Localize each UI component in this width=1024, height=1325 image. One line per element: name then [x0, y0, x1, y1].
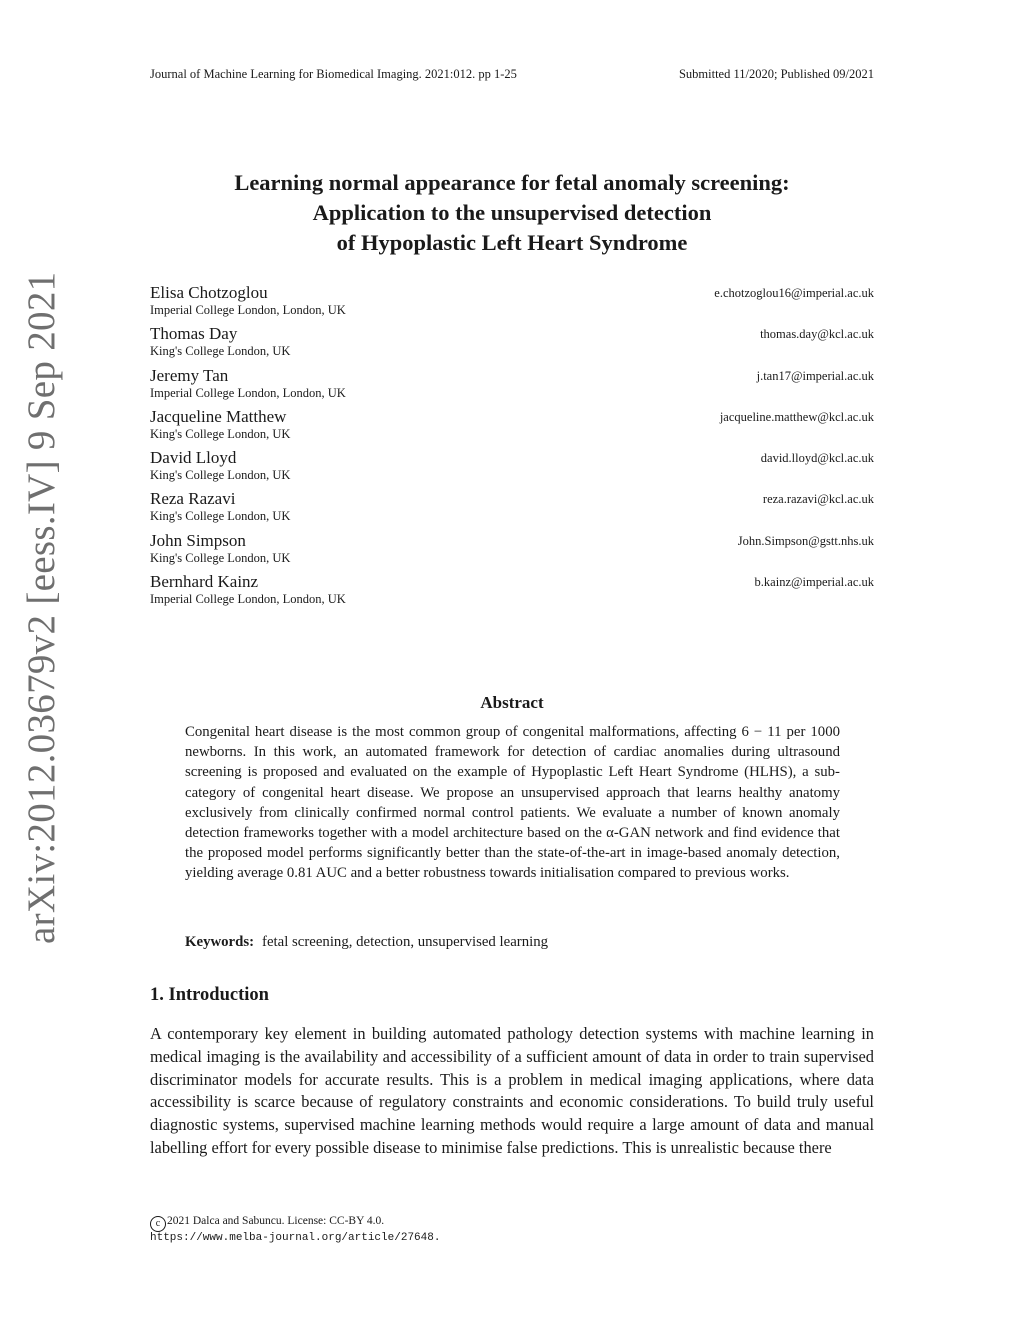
author-entry — [150, 448, 874, 489]
author-email[interactable]: b.kainz@imperial.ac.uk — [754, 575, 874, 590]
abstract-heading: Abstract — [480, 693, 544, 712]
author-entry — [150, 489, 874, 530]
title-line-2: Application to the unsupervised detection — [312, 200, 712, 225]
author-affiliation: Imperial College London, London, UK — [150, 592, 346, 607]
author-email[interactable]: John.Simpson@gstt.nhs.uk — [737, 533, 874, 548]
author-entry — [150, 366, 874, 407]
title-line-3: of Hypoplastic Left Heart Syndrome — [336, 230, 688, 255]
author-entry — [150, 283, 874, 324]
author-email[interactable]: e.chotzoglou16@imperial.ac.uk — [714, 286, 874, 300]
keywords-value: fetal screening, detection, unsupervised learning — [262, 934, 549, 950]
running-header-dates: Submitted 11/2020; Published 09/2021 — [678, 67, 874, 81]
author-affiliation: King's College London, UK — [150, 509, 291, 524]
running-header-journal: Journal of Machine Learning for Biomedical Imaging. 2021:012. pp 1-25 — [150, 67, 517, 81]
author-name: Thomas Day — [150, 324, 238, 344]
author-affiliation: King's College London, UK — [150, 550, 291, 565]
author-email[interactable]: david.lloyd@kcl.ac.uk — [760, 451, 874, 466]
section-heading-introduction: 1. Introduction — [150, 985, 269, 1005]
keywords-label: Keywords: — [185, 934, 255, 950]
author-email[interactable]: j.tan17@imperial.ac.uk — [756, 368, 874, 383]
author-affiliation: Imperial College London, London, UK — [150, 385, 346, 400]
author-affiliation: King's College London, UK — [150, 468, 291, 483]
author-affiliation: Imperial College London, London, UK — [150, 303, 346, 317]
keywords-line — [185, 934, 548, 951]
introduction-body: A contemporary key element in building automated pathology detection systems with machine learning in medical imaging is the availability and accessibility of a sufficient amount of data in order to train supervised discriminator models for accurate results. This is a problem in medical imaging applications, where data accessibility is scarce because of regulatory constraints and economic considerations. To build truly useful diagnostic systems, supervised machine learning methods would require a large amount of data and manual labelling effort for every possible disease to minimise false predictions. This is unrealistic because there — [150, 1024, 874, 1157]
author-name: Jeremy Tan — [150, 365, 229, 385]
author-entry — [150, 407, 874, 448]
author-email[interactable]: jacqueline.matthew@kcl.ac.uk — [719, 409, 874, 424]
author-affiliation: King's College London, UK — [150, 344, 291, 359]
author-name: Bernhard Kainz — [150, 572, 259, 592]
paper-title — [120, 168, 904, 258]
license-text: 2021 Dalca and Sabuncu. License: CC-BY 4.0. — [167, 1215, 385, 1227]
article-url-link[interactable]: https://www.melba-journal.org/article/27648. — [150, 1232, 441, 1244]
author-entry — [150, 324, 874, 365]
arxiv-identifier-stamp: arXiv:2012.03679v2 [eess.IV] 9 Sep 2021 — [20, 271, 63, 944]
abstract-body: Congenital heart disease is the most common group of congenital malformations, affecting 6 − 11 per 1000 newborns. In this work, an automated framework for detection of cardiac anomalies during ultrasound screening is proposed and evaluated on the example of Hypoplastic Left Heart Syndrome (HLHS), a sub-category of congenital heart disease. We propose an unsupervised approach that learns healthy anatomy exclusively from clinically confirmed normal control patients. We evaluate a number of known anomaly detection frameworks together with a model architecture based on the α-GAN network and find evidence that the proposed model performs significantly better than the state-of-the-art in image-based anomaly detection, yielding average 0.81 AUC and a better robustness towards initialisation compared to previous works. — [185, 724, 840, 882]
footer-license — [150, 1215, 384, 1232]
author-name: David Lloyd — [150, 448, 237, 468]
author-email[interactable]: reza.razavi@kcl.ac.uk — [762, 492, 874, 507]
author-name: Jacqueline Matthew — [150, 406, 287, 426]
author-email[interactable]: thomas.day@kcl.ac.uk — [760, 327, 874, 342]
author-entry — [150, 531, 874, 572]
author-name: Elisa Chotzoglou — [150, 283, 268, 302]
author-affiliation: King's College London, UK — [150, 426, 291, 441]
copyright-icon: c — [150, 1216, 166, 1232]
author-name: Reza Razavi — [150, 489, 236, 509]
author-list — [150, 283, 874, 613]
author-name: John Simpson — [150, 530, 246, 550]
title-line-1: Learning normal appearance for fetal anomaly screening: — [234, 170, 790, 195]
author-entry — [150, 572, 874, 613]
